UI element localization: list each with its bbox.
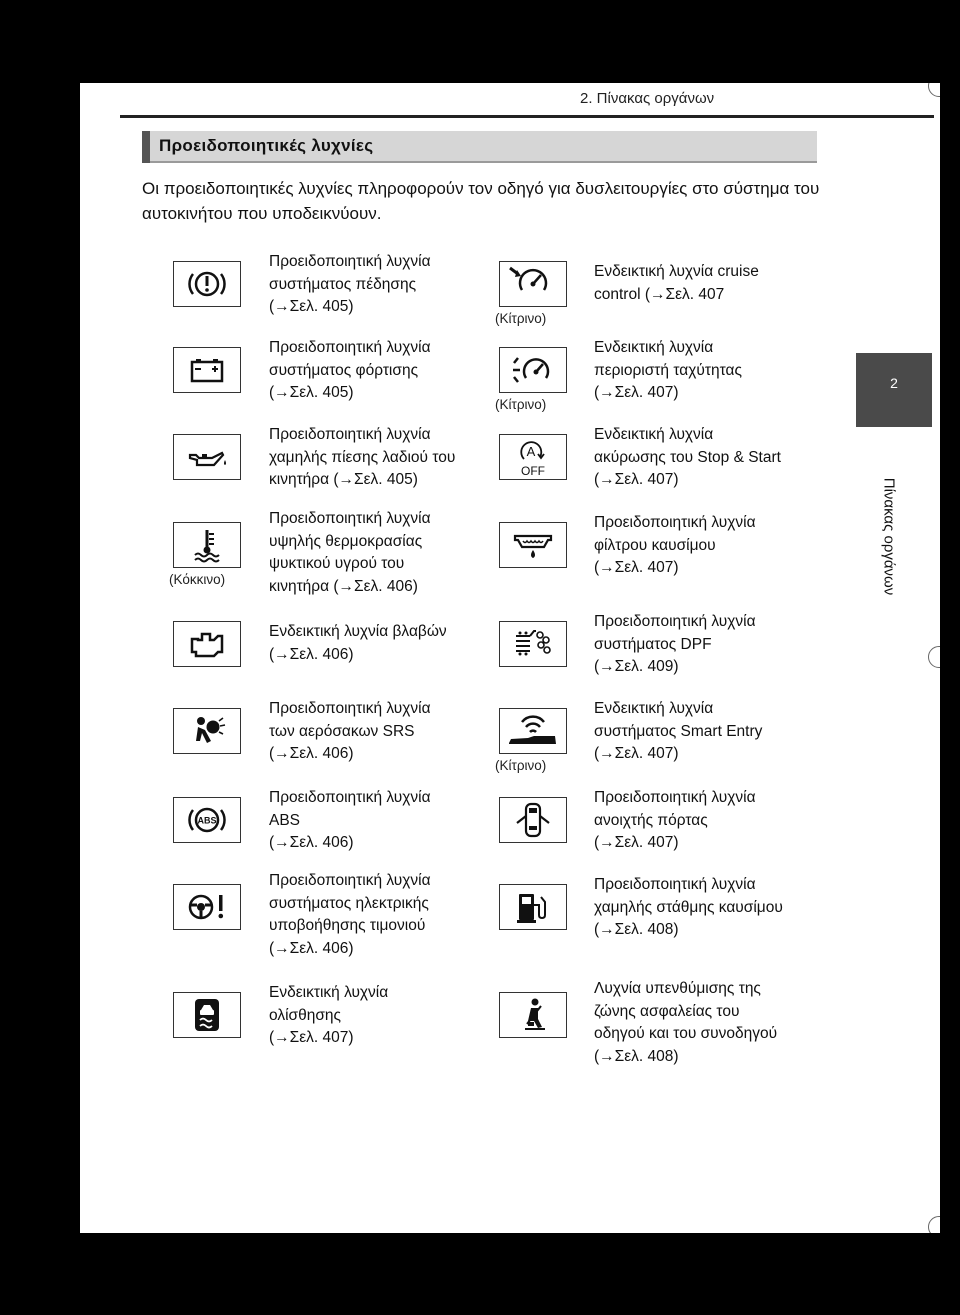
manual-page <box>80 83 940 1233</box>
oil-pressure-icon <box>173 434 241 480</box>
light-description <box>269 621 484 666</box>
description-line: Προειδοποιητική λυχνία <box>594 514 756 531</box>
description-line: Προειδοποιητική λυχνία <box>269 253 431 270</box>
light-description <box>594 337 809 405</box>
description-line: των αερόσακων SRS <box>269 722 415 740</box>
description-line: (→Σελ. 405) <box>269 384 354 401</box>
intro-paragraph: Οι προειδοποιητικές λυχνίες πληροφορούν τον οδηγό για δυσλειτουργίες στο σύστημα του αυτοκινήτου που υποδεικνύουν. <box>142 179 820 223</box>
light-description <box>594 261 809 306</box>
description-line: υψηλής θερμοκρασίας <box>269 532 423 550</box>
description-line: Προειδοποιητική λυχνία <box>269 510 431 527</box>
low-fuel-icon <box>499 884 567 930</box>
description-line: Ενδεικτική λυχνία <box>594 339 714 356</box>
description-line: κινητήρα (→Σελ. 406) <box>269 577 418 595</box>
chapter-tab-label <box>876 443 906 643</box>
light-description <box>269 424 484 492</box>
fuel-filter-icon <box>499 522 567 568</box>
stop-start-off-icon <box>499 434 567 480</box>
coolant-temperature-icon <box>173 522 241 568</box>
stop-start-letter: A <box>526 444 536 459</box>
description-line: (→Σελ. 407) <box>594 745 679 762</box>
light-description <box>594 874 809 942</box>
power-steering-icon <box>173 884 241 930</box>
light-color-note: (Κίτρινο) <box>495 311 547 326</box>
description-line: ολίσθησης <box>269 1006 341 1024</box>
description-line: (→Σελ. 405) <box>269 298 354 315</box>
description-line: συστήματος DPF <box>594 635 712 653</box>
description-line: περιοριστή ταχύτητας <box>594 361 742 379</box>
description-line: (→Σελ. 406) <box>269 939 354 957</box>
light-description <box>269 251 484 319</box>
battery-charging-icon <box>173 347 241 393</box>
chapter-header: 2. Πίνακας οργάνων <box>580 90 715 107</box>
stop-start-off-label: OFF <box>521 464 545 478</box>
description-line: Ενδεικτική λυχνία βλαβών <box>269 623 447 640</box>
description-line: συστήματος πέδησης <box>269 275 417 293</box>
description-line: χαμηλής στάθμης καυσίμου <box>594 898 783 916</box>
section-accent <box>142 131 150 163</box>
light-description <box>269 508 484 598</box>
description-line: οδηγού και του συνοδηγού <box>594 1025 778 1042</box>
description-line: Προειδοποιητική λυχνία <box>594 876 756 893</box>
section-title-bar <box>142 131 817 163</box>
light-description <box>594 512 809 580</box>
description-line: (→Σελ. 407) <box>594 559 679 576</box>
light-color-note: (Κόκκινο) <box>169 572 226 587</box>
description-line: Προειδοποιητική λυχνία <box>594 789 756 806</box>
description-line: ABS <box>269 811 301 829</box>
description-line: Προειδοποιητική λυχνία <box>269 700 431 717</box>
crop-mark-middle <box>928 646 940 668</box>
description-line: Ενδεικτική λυχνία <box>594 700 714 717</box>
light-description <box>269 982 484 1050</box>
chapter-tab <box>856 353 932 427</box>
description-line: (→Σελ. 406) <box>269 645 354 663</box>
seatbelt-reminder-icon <box>499 992 567 1038</box>
light-description <box>269 337 484 405</box>
light-color-note: (Κίτρινο) <box>495 397 547 412</box>
light-description <box>594 424 809 492</box>
check-engine-icon <box>173 621 241 667</box>
description-line: ακύρωσης του Stop & Start <box>594 448 781 466</box>
description-line: Προειδοποιητική λυχνία <box>269 339 431 356</box>
description-line: συστήματος ηλεκτρικής <box>269 894 429 912</box>
slip-indicator-icon <box>173 992 241 1038</box>
abs-icon <box>173 797 241 843</box>
description-line: Ενδεικτική λυχνία <box>269 984 389 1001</box>
description-line: (→Σελ. 407) <box>269 1029 354 1046</box>
light-description <box>269 698 484 766</box>
light-description <box>594 978 809 1068</box>
light-color-note: (Κίτρινο) <box>495 758 547 773</box>
description-line: (→Σελ. 407) <box>594 471 679 488</box>
description-line: (→Σελ. 408) <box>594 921 679 938</box>
description-line: (→Σελ. 409) <box>594 658 679 675</box>
description-line: (→Σελ. 406) <box>269 745 354 762</box>
description-line: Προειδοποιητική λυχνία <box>269 789 431 806</box>
airbag-icon <box>173 708 241 754</box>
description-line: φίλτρου καυσίμου <box>594 536 716 554</box>
description-line: Λυχνία υπενθύμισης της <box>594 980 761 997</box>
light-description <box>269 787 484 855</box>
description-line: (→Σελ. 407) <box>594 834 679 851</box>
description-line: ψυκτικού υγρού του <box>269 555 405 572</box>
speed-limiter-icon <box>499 347 567 393</box>
light-description <box>594 611 809 679</box>
description-line: (→Σελ. 407) <box>594 384 679 401</box>
description-line: Ενδεικτική λυχνία <box>594 426 714 443</box>
chapter-tab-number: 2 <box>890 375 898 391</box>
description-line: κινητήρα (→Σελ. 405) <box>269 471 418 488</box>
description-line: (→Σελ. 408) <box>594 1047 679 1065</box>
description-line: ανοιχτής πόρτας <box>594 811 708 829</box>
crop-mark-bottom <box>928 1216 940 1233</box>
description-line: Προειδοποιητική λυχνία <box>269 872 431 889</box>
chapter-tab-label-text: Πίνακας οργάνων <box>880 477 898 596</box>
smart-entry-icon <box>499 708 567 754</box>
description-line: Προειδοποιητική λυχνία <box>269 426 431 443</box>
description-line: συστήματος φόρτισης <box>269 361 419 379</box>
section-title: Προειδοποιητικές λυχνίες <box>159 136 374 155</box>
abs-icon-label: ABS <box>197 815 217 826</box>
door-open-icon <box>499 797 567 843</box>
header-rule <box>120 115 934 118</box>
crop-mark-top <box>928 83 940 97</box>
light-description <box>594 698 809 766</box>
cruise-control-icon <box>499 261 567 307</box>
description-line: υποβοήθησης τιμονιού <box>269 917 426 934</box>
description-line: χαμηλής πίεσης λαδιού του <box>269 448 456 466</box>
description-line: ζώνης ασφαλείας του <box>594 1002 740 1020</box>
dpf-icon <box>499 621 567 667</box>
light-description <box>594 787 809 855</box>
brake-warning-icon <box>173 261 241 307</box>
description-line: (→Σελ. 406) <box>269 834 354 851</box>
description-line: Ενδεικτική λυχνία cruise <box>594 263 759 280</box>
description-line: control (→Σελ. 407 <box>594 285 725 303</box>
description-line: Προειδοποιητική λυχνία <box>594 613 756 630</box>
description-line: συστήματος Smart Entry <box>594 722 763 740</box>
light-description <box>269 870 484 960</box>
